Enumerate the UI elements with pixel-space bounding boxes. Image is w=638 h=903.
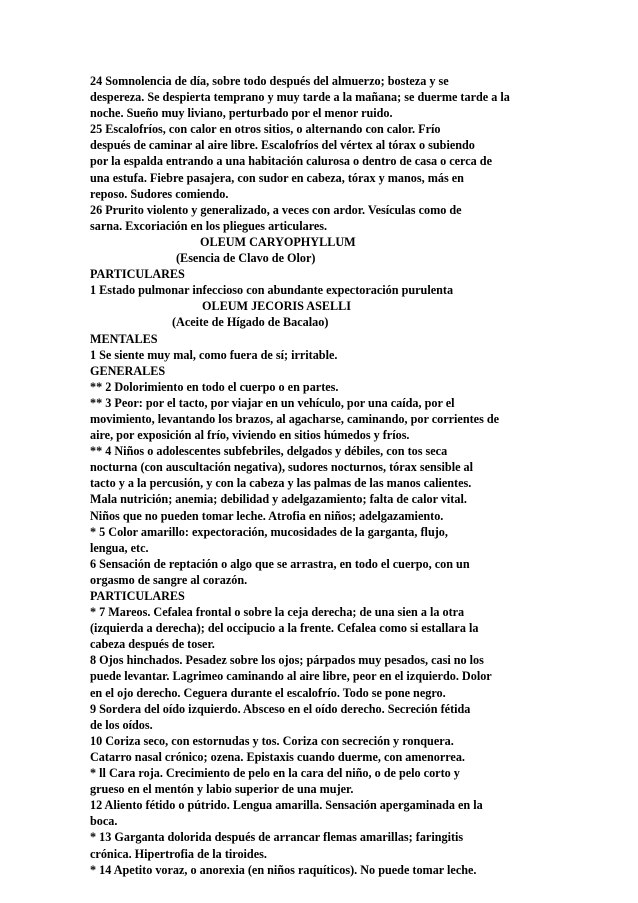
text-line: ** 2 Dolorimiento en todo el cuerpo o en partes. [90,379,339,394]
text-line: Niños que no pueden tomar leche. Atrofia en niños; adelgazamiento. [90,508,444,523]
text-line: 6 Sensación de reptación o algo que se arrastra, en todo el cuerpo, con un [90,556,470,571]
section-heading: PARTICULARES [90,589,185,603]
text-line: 24 Somnolencia de día, sobre todo después del almuerzo; bosteza y se [90,74,449,88]
document-text [90,73,560,878]
text-line: noche. Sueño muy liviano, perturbado por el menor ruido. [90,106,393,121]
text-line: 10 Coriza seco, con estornudas y tos. Coriza con secreción y ronquera. [90,733,454,748]
text-line: 1 Estado pulmonar infeccioso con abundante expectoración purulenta [90,283,454,298]
text-line: tacto y a la percusión, y con la cabeza y las palmas de las manos calientes. [90,476,472,491]
remedy-subtitle: (Aceite de Hígado de Bacalao) [172,315,329,330]
text-line: despereza. Se despierta temprano y muy tarde a la mañana; se duerme tarde a la [90,90,510,105]
text-line: nocturna (con auscultación negativa), sudores nocturnos, tórax sensible al [90,460,474,475]
text-line: lengua, etc. [90,540,149,555]
text-line: orgasmo de sangre al corazón. [90,572,248,587]
section-heading: MENTALES [90,331,158,346]
text-line: ** 4 Niños o adolescentes subfebriles, delgados y débiles, con tos seca [90,444,448,459]
remedy-subtitle: (Esencia de Clavo de Olor) [176,251,316,266]
text-line: puede levantar. Lagrimeo caminando al aire libre, peor en el izquierdo. Dolor [90,669,492,684]
text-line: * ll Cara roja. Crecimiento de pelo en la cara del niño, o de pelo corto y [90,766,460,781]
text-line: grueso en el mentón y labio superior de una mujer. [90,782,354,797]
section-heading: PARTICULARES [90,267,185,282]
text-line: después de caminar al aire libre. Escalofríos del vértex al tórax o subiendo [90,138,475,153]
text-line: reposo. Sudores comiendo. [90,186,229,201]
text-line: aire, por exposición al frío, viviendo en sitios húmedos y fríos. [90,428,410,443]
text-line: (izquierda a derecha); del occipucio a la frente. Cefalea como si estallara la [90,621,479,636]
text-line: crónica. Hipertrofia de la tiroides. [90,846,267,861]
text-line: sarna. Excoriación en los pliegues articulares. [90,218,328,233]
text-line: * 7 Mareos. Cefalea frontal o sobre la ceja derecha; de una sien a la otra [90,605,465,620]
text-line: Mala nutrición; anemia; debilidad y adelgazamiento; falta de calor vital. [90,492,467,507]
text-line: * 13 Garganta dolorida después de arrancar flemas amarillas; faringitis [90,830,464,845]
text-line: 9 Sordera del oído izquierdo. Absceso en el oído derecho. Secreción fétida [90,701,471,716]
text-line: una estufa. Fiebre pasajera, con sudor en cabeza, tórax y manos, más en [90,170,464,185]
text-line: de los oídos. [90,717,153,732]
text-line: ** 3 Peor: por el tacto, por viajar en un vehículo, por una caída, por el [90,395,455,410]
text-line: 12 Aliento fétido o pútrido. Lengua amarilla. Sensación apergaminada en la [90,798,483,813]
text-line: 8 Ojos hinchados. Pesadez sobre los ojos; párpados muy pesados, casi no los [90,653,484,668]
text-line: * 14 Apetito voraz, o anorexia (en niños raquíticos). No puede tomar leche. [90,862,477,877]
text-line: * 5 Color amarillo: expectoración, mucosidades de la garganta, flujo, [90,524,448,539]
text-line: Catarro nasal crónico; ozena. Epistaxis cuando duerme, con amenorrea. [90,749,465,764]
text-line: boca. [90,814,118,829]
text-line: 26 Prurito violento y generalizado, a veces con ardor. Vesículas como de [90,202,462,217]
text-line: en el ojo derecho. Ceguera durante el escalofrío. Todo se pone negro. [90,685,446,700]
text-line: cabeza después de toser. [90,637,215,652]
remedy-title: OLEUM JECORIS ASELLI [202,299,351,314]
remedy-title: OLEUM CARYOPHYLLUM [200,234,356,249]
text-line: por la espalda entrando a una habitación calurosa o dentro de casa o cerca de [90,154,492,169]
section-heading: GENERALES [90,363,166,378]
text-line: 1 Se siente muy mal, como fuera de sí; irritable. [90,347,338,362]
text-line: movimiento, levantando los brazos, al agacharse, caminando, por corrientes de [90,411,500,426]
text-line: 25 Escalofríos, con calor en otros sitios, o alternando con calor. Frío [90,122,441,137]
